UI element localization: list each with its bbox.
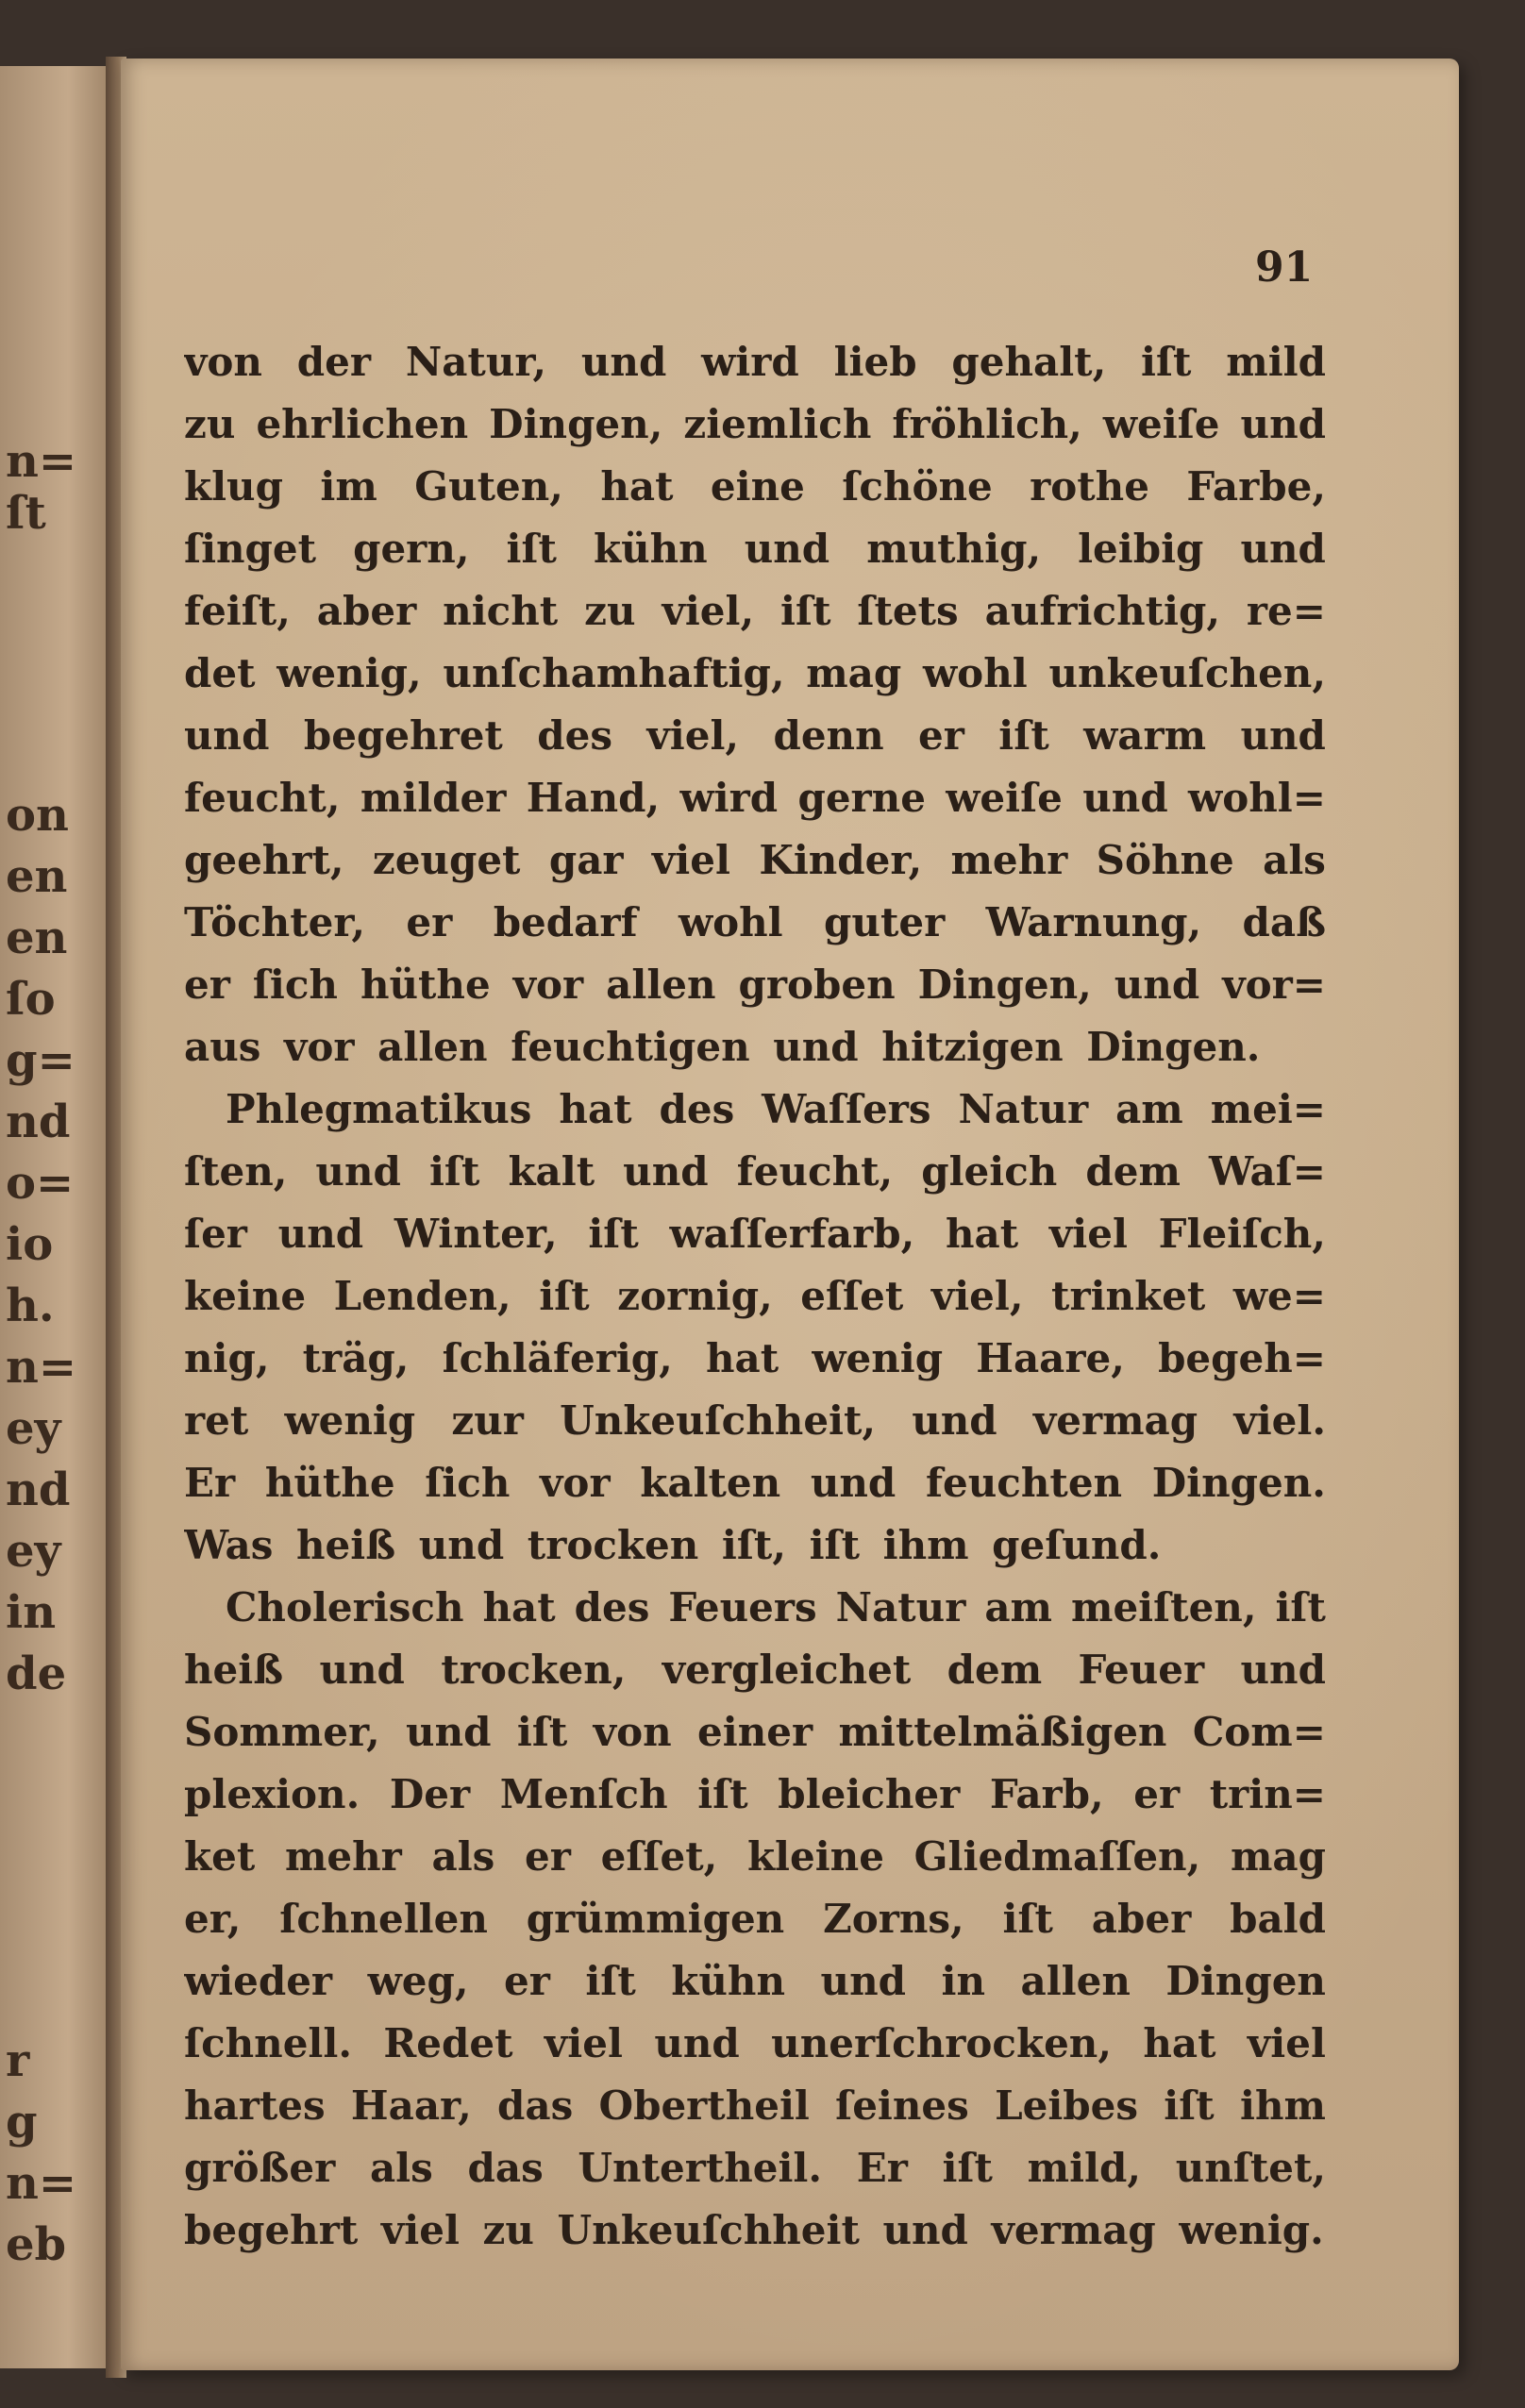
page-number: 91 (1255, 243, 1314, 292)
left-fragment: on (6, 789, 69, 842)
text-line: Sommer, und iſt von einer mittelmäßigen Com= (184, 1708, 1326, 1755)
left-fragment: h. (6, 1279, 55, 1332)
left-fragment: io (6, 1218, 54, 1271)
text-line: feiſt, aber nicht zu viel, iſt ſtets aufrichtig, re= (184, 587, 1326, 634)
left-fragment: g (6, 2096, 38, 2149)
left-fragment: n= (6, 1341, 77, 1394)
text-line: heiß und trocken, vergleichet dem Feuer und (184, 1646, 1326, 1693)
text-line: er, ſchnellen grümmigen Zorns, iſt aber bald (184, 1895, 1326, 1942)
left-fragment: en (6, 911, 68, 964)
text-line: ſten, und iſt kalt und feucht, gleich dem Waſ= (184, 1147, 1326, 1195)
text-line: geehrt, zeuget gar viel Kinder, mehr Söhne als (184, 836, 1326, 883)
text-line: zu ehrlichen Dingen, ziemlich fröhlich, weiſe und (184, 400, 1326, 447)
left-fragment: eb (6, 2218, 67, 2271)
text-line: Er hüthe ſich vor kalten und feuchten Dingen. (184, 1459, 1326, 1506)
left-fragment: n= (6, 2157, 77, 2210)
text-line: ket mehr als er eſſet, kleine Gliedmaſſen, mag (184, 1832, 1326, 1880)
left-fragment: o= (6, 1157, 75, 1210)
left-fragment: r (6, 2034, 30, 2087)
body-text (184, 330, 1326, 2261)
left-fragment: in (6, 1586, 57, 1639)
left-fragment: nd (6, 1095, 71, 1148)
text-line: größer als das Untertheil. Er iſt mild, unſtet, (184, 2144, 1326, 2191)
text-line: Cholerisch hat des Feuers Natur am meiſten, iſt (226, 1583, 1326, 1630)
left-fragment: en (6, 850, 68, 903)
left-fragment: ſo (6, 973, 56, 1026)
text-line: Was heiß und trocken iſt, iſt ihm geſund. (184, 1521, 1162, 1568)
text-line: klug im Guten, hat eine ſchöne rothe Farbe, (184, 462, 1326, 510)
text-line: feucht, milder Hand, wird gerne weiſe und wohl= (184, 774, 1326, 821)
left-page-edge (0, 66, 113, 2368)
text-line: hartes Haar, das Obertheil ſeines Leibes iſt ihm (184, 2082, 1326, 2129)
left-fragment: ey (6, 1525, 61, 1578)
text-line: det wenig, unſchamhaftig, mag wohl unkeuſchen, (184, 649, 1326, 696)
left-fragment: ſt (6, 487, 46, 540)
text-line: ret wenig zur Unkeuſchheit, und vermag viel. (184, 1396, 1326, 1444)
text-line: wieder weg, er iſt kühn und in allen Dingen (184, 1957, 1326, 2004)
text-line: ſchnell. Redet viel und unerſchrocken, hat viel (184, 2019, 1326, 2066)
text-line: und begehret des viel, denn er iſt warm und (184, 711, 1326, 759)
text-line: ſer und Winter, iſt waſſerfarb, hat viel Fleiſch, (184, 1210, 1326, 1257)
left-fragment: ey (6, 1402, 61, 1455)
left-fragment: nd (6, 1463, 71, 1516)
left-fragment: n= (6, 435, 77, 488)
text-line: aus vor allen feuchtigen und hitzigen Dingen. (184, 1023, 1261, 1070)
text-line: Phlegmatikus hat des Waſſers Natur am mei= (226, 1085, 1326, 1132)
text-line: begehrt viel zu Unkeuſchheit und vermag wenig. (184, 2206, 1324, 2253)
text-line: ſinget gern, iſt kühn und muthig, leibig und (184, 525, 1326, 572)
text-line: plexion. Der Menſch iſt bleicher Farb, er trin= (184, 1770, 1326, 1817)
text-line: er ſich hüthe vor allen groben Dingen, und vor= (184, 961, 1326, 1008)
text-line: nig, träg, ſchläferig, hat wenig Haare, begeh= (184, 1334, 1326, 1381)
left-fragment: g= (6, 1034, 75, 1087)
left-fragment: de (6, 1647, 67, 1700)
text-line: von der Natur, und wird lieb gehalt, iſt mild (184, 338, 1326, 385)
text-line: keine Lenden, iſt zornig, eſſet viel, trinket we= (184, 1272, 1326, 1319)
text-line: Töchter, er bedarf wohl guter Warnung, daß (184, 898, 1326, 945)
